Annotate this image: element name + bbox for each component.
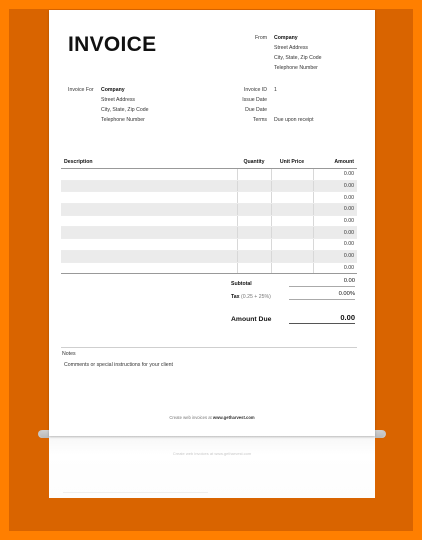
from-street: Street Address xyxy=(274,45,309,51)
tax-rule xyxy=(289,299,355,300)
issue-date-value xyxy=(274,95,314,105)
cell-quantity xyxy=(237,250,271,262)
table-row xyxy=(61,239,357,251)
cell-quantity xyxy=(237,227,271,239)
table-header-row xyxy=(61,155,357,169)
subtotal-rule xyxy=(289,286,355,287)
cell-description xyxy=(61,204,237,216)
header-quantity: Quantity xyxy=(237,155,271,169)
invoice-meta-values xyxy=(274,85,314,125)
cell-unit-price xyxy=(271,169,313,181)
terms-label: Terms xyxy=(252,117,267,123)
from-label: From xyxy=(255,35,268,41)
header-description: Description xyxy=(61,155,237,169)
cell-quantity xyxy=(237,215,271,227)
issue-date-label: Issue Date xyxy=(242,97,267,103)
amount-due-rule xyxy=(289,323,355,324)
cell-amount: 0.00 xyxy=(313,192,357,204)
table-row xyxy=(61,192,357,204)
invoice-id-label: Invoice ID xyxy=(243,87,267,93)
table-row xyxy=(61,250,357,262)
cell-amount: 0.00 xyxy=(313,250,357,262)
cell-unit-price xyxy=(271,250,313,262)
table-row xyxy=(61,227,357,239)
from-company: Company xyxy=(274,35,298,41)
cell-unit-price xyxy=(271,239,313,251)
cell-amount: 0.00 xyxy=(313,204,357,216)
cell-quantity xyxy=(237,180,271,192)
line-items-table xyxy=(61,155,357,274)
cell-description xyxy=(61,192,237,204)
notes-label: Notes xyxy=(62,351,76,357)
table-row xyxy=(61,169,357,181)
cell-amount: 0.00 xyxy=(313,227,357,239)
cell-description xyxy=(61,262,237,274)
table-row xyxy=(61,215,357,227)
cell-description xyxy=(61,227,237,239)
footer-credit-prefix: Create web invoices at xyxy=(169,415,212,420)
cell-amount: 0.00 xyxy=(313,169,357,181)
cell-description xyxy=(61,239,237,251)
table-row xyxy=(61,204,357,216)
footer-credit xyxy=(49,415,375,420)
cell-quantity xyxy=(237,239,271,251)
reflection-text: Create web invoices at www.getharvest.com xyxy=(172,451,252,456)
tax-label-group xyxy=(231,294,271,300)
cell-unit-price xyxy=(271,262,313,274)
cell-description xyxy=(61,250,237,262)
totals-block xyxy=(231,277,355,303)
cell-description xyxy=(61,215,237,227)
cell-description xyxy=(61,169,237,181)
cell-quantity xyxy=(237,192,271,204)
bill-to-city: City, State, Zip Code xyxy=(101,107,149,113)
due-date-label: Due Date xyxy=(245,107,267,113)
from-city: City, State, Zip Code xyxy=(274,55,322,61)
bill-to-phone: Telephone Number xyxy=(101,117,145,123)
notes-divider xyxy=(61,347,357,348)
reflection-bar xyxy=(63,492,208,493)
cell-quantity xyxy=(237,262,271,274)
table-row xyxy=(61,262,357,274)
invoice-title: INVOICE xyxy=(68,33,157,56)
cell-unit-price xyxy=(271,215,313,227)
cell-quantity xyxy=(237,204,271,216)
from-phone: Telephone Number xyxy=(274,65,318,71)
footer-credit-link[interactable]: www.getharvest.com xyxy=(212,415,255,420)
terms-value: Due upon receipt xyxy=(274,117,314,123)
subtotal-value: 0.00 xyxy=(343,278,355,284)
from-address xyxy=(274,33,321,73)
cell-unit-price xyxy=(271,180,313,192)
header-amount: Amount xyxy=(313,155,357,169)
bill-to-company: Company xyxy=(101,87,125,93)
subtotal-row xyxy=(231,277,355,290)
invoice-for-label: Invoice For xyxy=(68,87,94,93)
cell-amount: 0.00 xyxy=(313,239,357,251)
table-row xyxy=(61,180,357,192)
amount-due-label: Amount Due xyxy=(231,316,272,323)
tax-row xyxy=(231,290,355,303)
tax-label: Tax xyxy=(231,294,240,300)
cell-unit-price xyxy=(271,192,313,204)
cell-quantity xyxy=(237,169,271,181)
tax-value: 0.00% xyxy=(338,291,355,297)
subtotal-label: Subtotal xyxy=(231,281,252,287)
bill-to-street: Street Address xyxy=(101,97,136,103)
amount-due-value: 0.00 xyxy=(340,313,355,322)
invoice-id-value: 1 xyxy=(274,87,277,93)
invoice-for-address xyxy=(101,85,148,125)
invoice-document xyxy=(49,10,375,436)
cell-amount: 0.00 xyxy=(313,262,357,274)
amount-due-row xyxy=(231,313,355,327)
notes-text: Comments or special instructions for your client xyxy=(64,362,173,368)
cell-amount: 0.00 xyxy=(313,215,357,227)
tax-note: (0.25 + 25%) xyxy=(241,294,271,300)
cell-amount: 0.00 xyxy=(313,180,357,192)
due-date-value xyxy=(274,105,314,115)
cell-description xyxy=(61,180,237,192)
cell-unit-price xyxy=(271,204,313,216)
header-unit-price: Unit Price xyxy=(271,155,313,169)
paper-reflection xyxy=(49,436,375,498)
cell-unit-price xyxy=(271,227,313,239)
invoice-meta-labels xyxy=(219,85,267,125)
